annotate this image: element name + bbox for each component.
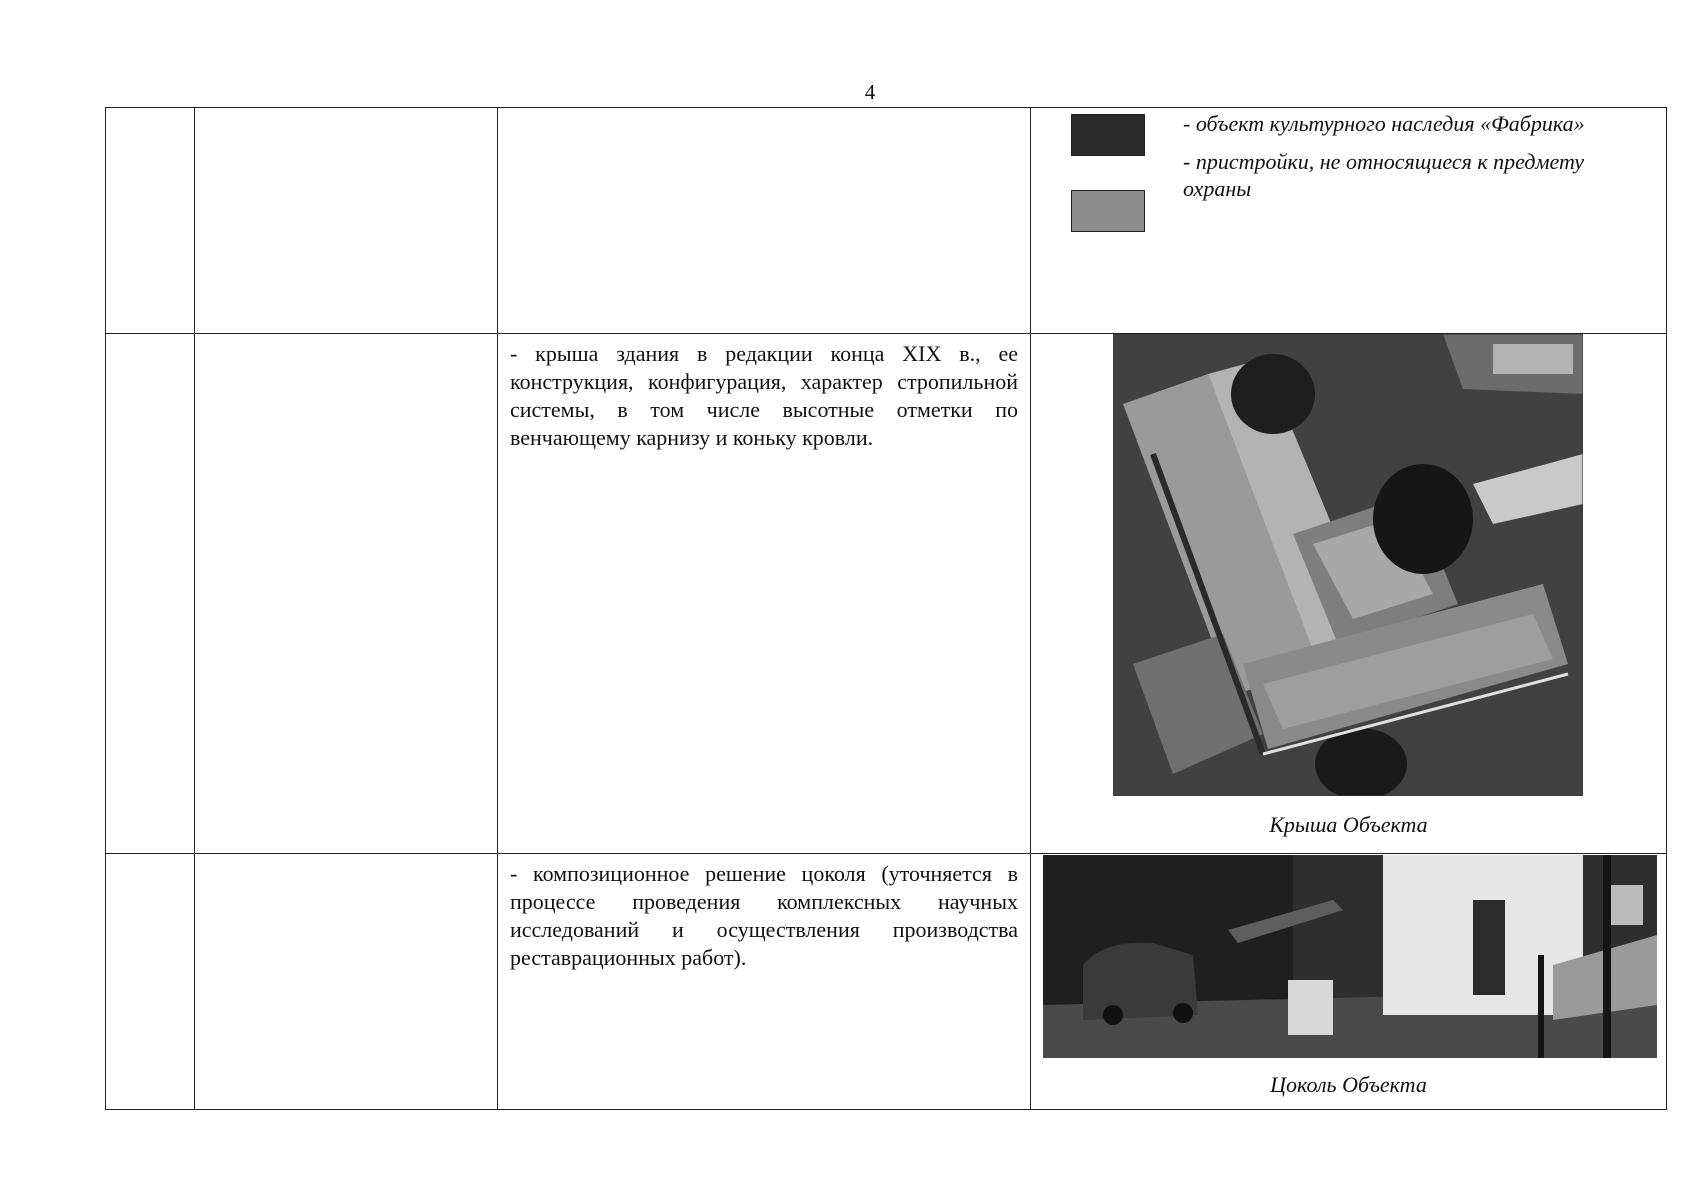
plinth-requirement-text: - композиционное решение цоколя (уточняется в процессе проведения комплексных научных исследований и осуществления производства реставрационных работ).: [510, 861, 1018, 970]
roof-photo-caption: Крыша Объекта: [1269, 812, 1428, 837]
table-row: [106, 334, 1667, 854]
table-row: [106, 854, 1667, 1110]
table-cell-name: [195, 108, 498, 334]
legend-cell: [1031, 108, 1667, 334]
legend-label-annexes: - пристройки, не относящиеся к предмету охраны: [1183, 149, 1585, 201]
roof-aerial-photo: [1113, 334, 1583, 796]
legend-swatch-heritage-object: [1071, 114, 1145, 156]
legend-label-heritage-object: - объект культурного наследия «Фабрика»: [1183, 111, 1585, 136]
table-cell-photo: [1031, 334, 1667, 854]
legend: [1031, 108, 1666, 333]
table-cell-name: [195, 854, 498, 1110]
table-cell-description: [498, 334, 1031, 854]
plinth-photo-caption: Цоколь Объекта: [1270, 1072, 1427, 1097]
page-number: 4: [864, 80, 876, 104]
legend-swatch-annexes: [1071, 190, 1145, 232]
table-cell-name: [195, 334, 498, 854]
table-cell-description: [498, 108, 1031, 334]
table-cell-photo: [1031, 854, 1667, 1110]
table-cell-number: [106, 334, 195, 854]
table-cell-number: [106, 108, 195, 334]
table-cell-description: [498, 854, 1031, 1110]
table-cell-number: [106, 854, 195, 1110]
roof-requirement-text: - крыша здания в редакции конца XIX в., ее конструкция, конфигурация, характер стропильной системы, в том числе высотные отметки по венчающему карнизу и коньку кровли.: [510, 341, 1018, 450]
protection-subject-table: [105, 107, 1667, 1110]
plinth-street-photo: [1043, 855, 1657, 1058]
table-row: [106, 108, 1667, 334]
